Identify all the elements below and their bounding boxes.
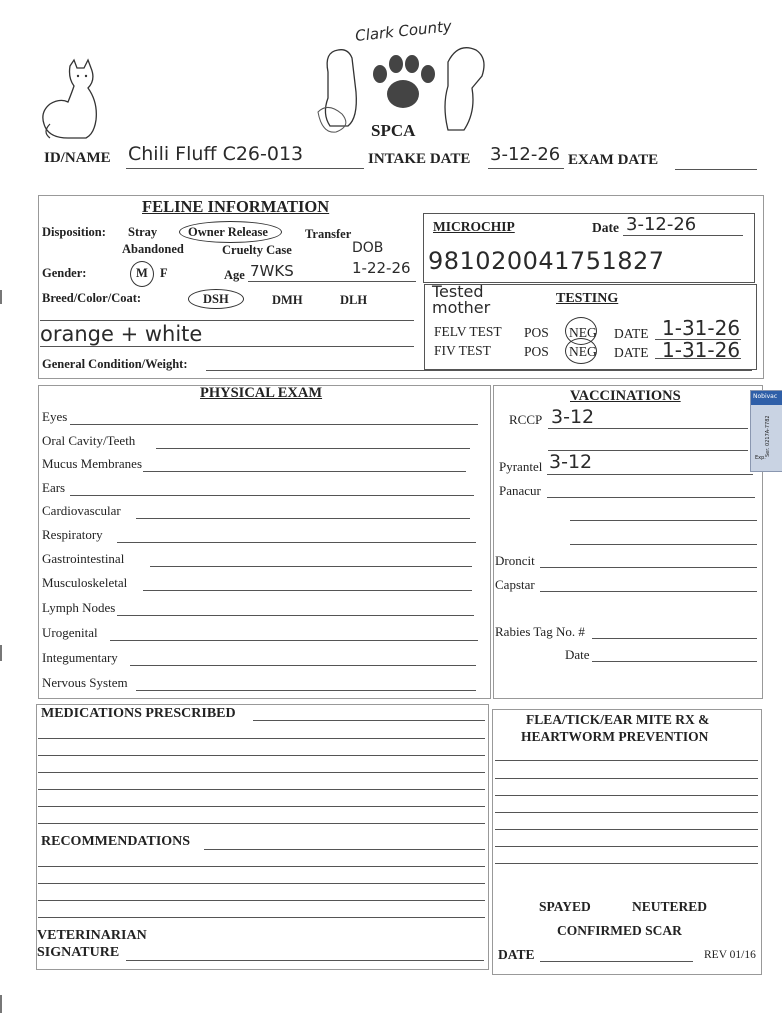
pyrantel-line <box>547 474 753 475</box>
exam-label-oral-cavity-teeth: Oral Cavity/Teeth <box>42 433 136 448</box>
fiv-date-value[interactable]: 1-31-26 <box>662 338 741 362</box>
microchip-number[interactable]: 981020041751827 <box>428 247 665 275</box>
color-value[interactable]: orange + white <box>40 322 203 346</box>
dob-value[interactable]: 1-22-26 <box>352 259 411 277</box>
breed-dlh[interactable]: DLH <box>340 293 368 307</box>
exam-label-lymph-nodes: Lymph Nodes <box>42 600 116 615</box>
rccp-label: RCCP <box>509 412 543 427</box>
org-name-bottom: SPCA <box>371 121 416 140</box>
exam-label-mucus-membranes: Mucus Membranes <box>42 456 143 471</box>
breed-dmh[interactable]: DMH <box>272 293 303 307</box>
rec-line-2[interactable] <box>38 883 485 884</box>
scan-mark <box>0 995 2 1013</box>
exam-line-gastrointestinal[interactable] <box>150 566 472 567</box>
confirmed-scar-label: CONFIRMED SCAR <box>557 923 682 938</box>
flea-line-2[interactable] <box>495 778 758 779</box>
cat-logo <box>38 58 102 144</box>
exam-label-ears: Ears <box>42 480 66 495</box>
id-name-value[interactable]: Chili Fluff C26-013 <box>128 143 304 165</box>
age-label: Age <box>224 268 245 282</box>
exam-line-cardiovascular[interactable] <box>136 518 470 519</box>
scan-mark <box>0 290 2 304</box>
fiv-test-label: FIV TEST <box>434 343 491 358</box>
panacur-label: Panacur <box>499 483 541 498</box>
med-line-3[interactable] <box>38 772 485 773</box>
flea-line-1[interactable] <box>495 760 758 761</box>
vaccinations-box <box>493 385 763 699</box>
dob-label: DOB <box>352 240 384 256</box>
exam-line-respiratory[interactable] <box>117 542 476 543</box>
condition-label: General Condition/Weight: <box>42 357 188 371</box>
vet-label-1: VETERINARIAN <box>37 928 147 943</box>
flea-title-2: HEARTWORM PREVENTION <box>521 729 709 744</box>
rec-line-1[interactable] <box>38 866 485 867</box>
breed-label: Breed/Color/Coat: <box>42 291 142 305</box>
breed-dsh[interactable]: DSH <box>203 292 229 306</box>
vet-signature-line <box>126 960 484 961</box>
intake-date-line <box>488 168 564 169</box>
flea-line-5[interactable] <box>495 829 758 830</box>
breed-line-1 <box>40 320 414 321</box>
condition-line <box>206 370 752 371</box>
rabies-date-label: Date <box>565 647 590 662</box>
flea-title-1: FLEA/TICK/EAR MITE RX & <box>526 712 710 727</box>
vaccine-sticker <box>750 390 782 472</box>
rabies-tag-label: Rabies Tag No. # <box>495 624 585 639</box>
rccp-value[interactable]: 3-12 <box>551 406 595 428</box>
exam-label-respiratory: Respiratory <box>42 527 103 542</box>
owner-release-circle <box>179 221 282 243</box>
droncit-label: Droncit <box>495 553 535 568</box>
panacur-line-2 <box>570 520 757 521</box>
pyrantel-label: Pyrantel <box>499 459 543 474</box>
disposition-cruelty-case[interactable]: Cruelty Case <box>222 243 292 257</box>
flea-date-label: DATE <box>498 947 535 962</box>
id-name-line <box>126 168 364 169</box>
capstar-line <box>540 591 757 592</box>
spayed-option[interactable]: SPAYED <box>539 899 591 914</box>
sticker-brand: Nobivac <box>753 393 778 400</box>
exam-line-mucus-membranes[interactable] <box>143 471 466 472</box>
med-line-5[interactable] <box>38 806 485 807</box>
flea-line-3[interactable] <box>495 795 758 796</box>
med-line-4[interactable] <box>38 789 485 790</box>
disposition-abandoned[interactable]: Abandoned <box>122 242 184 256</box>
gender-m-circle <box>130 261 154 287</box>
rabies-tag-line <box>592 638 757 639</box>
gender-m[interactable]: M <box>136 266 148 280</box>
droncit-line <box>540 567 757 568</box>
exam-line-eyes[interactable] <box>70 424 478 425</box>
tested-mother-note: Tested mother <box>432 282 491 317</box>
exam-label-gastrointestinal: Gastrointestinal <box>42 551 125 566</box>
testing-label: TESTING <box>556 291 619 306</box>
microchip-date-label: Date <box>592 220 619 235</box>
fiv-neg-circle <box>565 338 597 364</box>
revision-label: REV 01/16 <box>704 949 756 961</box>
fiv-pos[interactable]: POS <box>524 344 549 359</box>
disposition-transfer[interactable]: Transfer <box>305 227 352 241</box>
exam-label-urogenital: Urogenital <box>42 625 98 640</box>
panacur-line-3 <box>570 544 757 545</box>
disposition-label: Disposition: <box>42 225 106 239</box>
rec-line-4[interactable] <box>38 917 485 918</box>
microchip-date-line <box>623 235 743 236</box>
felv-neg[interactable]: NEG <box>569 325 597 340</box>
exam-line-ears[interactable] <box>70 495 474 496</box>
flea-line-6[interactable] <box>495 846 758 847</box>
rec-line-0 <box>204 849 485 850</box>
med-line-6[interactable] <box>38 823 485 824</box>
sticker-lot: Ser. 0217A-7782 <box>765 415 771 457</box>
exam-label-cardiovascular: Cardiovascular <box>42 503 121 518</box>
fiv-neg[interactable]: NEG <box>569 344 597 359</box>
feline-info-title: FELINE INFORMATION <box>142 197 330 216</box>
intake-date-value[interactable]: 3-12-26 <box>490 144 561 165</box>
fiv-date-label: DATE <box>614 345 649 360</box>
felv-test-label: FELV TEST <box>434 324 502 339</box>
disposition-owner-release[interactable]: Owner Release <box>188 225 268 239</box>
exam-line-oral-cavity-teeth[interactable] <box>156 448 470 449</box>
intake-date-label: INTAKE DATE <box>368 151 471 167</box>
disposition-stray[interactable]: Stray <box>128 225 158 239</box>
exam-label-integumentary: Integumentary <box>42 650 118 665</box>
flea-line-4[interactable] <box>495 812 758 813</box>
medications-title: MEDICATIONS PRESCRIBED <box>41 706 236 721</box>
age-value[interactable]: 7WKS <box>250 262 294 280</box>
vet-label-2: SIGNATURE <box>37 945 120 960</box>
age-line <box>248 281 416 282</box>
neutered-option[interactable]: NEUTERED <box>632 899 708 914</box>
org-name-top: Clark County <box>354 16 453 46</box>
felv-date-value[interactable]: 1-31-26 <box>662 316 741 340</box>
exam-line-integumentary[interactable] <box>130 665 476 666</box>
capstar-label: Capstar <box>495 577 535 592</box>
rccp-line <box>548 428 748 429</box>
flea-date-line <box>540 961 693 962</box>
rabies-date-line <box>592 661 757 662</box>
physical-exam-title: PHYSICAL EXAM <box>200 385 323 401</box>
rec-line-3[interactable] <box>38 900 485 901</box>
recommendations-title: RECOMMENDATIONS <box>41 834 191 849</box>
felv-date-label: DATE <box>614 326 649 341</box>
exam-line-lymph-nodes[interactable] <box>117 615 474 616</box>
exam-label-eyes: Eyes <box>42 409 68 424</box>
pyrantel-value[interactable]: 3-12 <box>549 451 593 473</box>
flea-line-7[interactable] <box>495 863 758 864</box>
gender-f[interactable]: F <box>160 266 168 280</box>
microchip-date-value[interactable]: 3-12-26 <box>626 214 697 235</box>
exam-label-nervous-system: Nervous System <box>42 675 128 690</box>
sticker-exp: Exp. <box>755 455 766 461</box>
panacur-line <box>547 497 755 498</box>
exam-label-musculoskeletal: Musculoskeletal <box>42 575 128 590</box>
felv-pos[interactable]: POS <box>524 325 549 340</box>
exam-date-line <box>675 169 757 170</box>
id-name-label: ID/NAME <box>44 150 111 166</box>
med-line-2[interactable] <box>38 755 485 756</box>
exam-date-label: EXAM DATE <box>568 152 659 168</box>
exam-line-musculoskeletal[interactable] <box>143 590 472 591</box>
microchip-label: MICROCHIP <box>433 219 515 234</box>
exam-line-nervous-system[interactable] <box>136 690 476 691</box>
med-line-0 <box>253 720 485 721</box>
breed-line-2 <box>40 346 414 347</box>
breed-dsh-circle <box>188 289 244 309</box>
scan-mark <box>0 645 2 661</box>
med-line-1[interactable] <box>38 738 485 739</box>
exam-line-urogenital[interactable] <box>110 640 478 641</box>
gender-label: Gender: <box>42 266 87 280</box>
vaccinations-title: VACCINATIONS <box>570 388 681 404</box>
